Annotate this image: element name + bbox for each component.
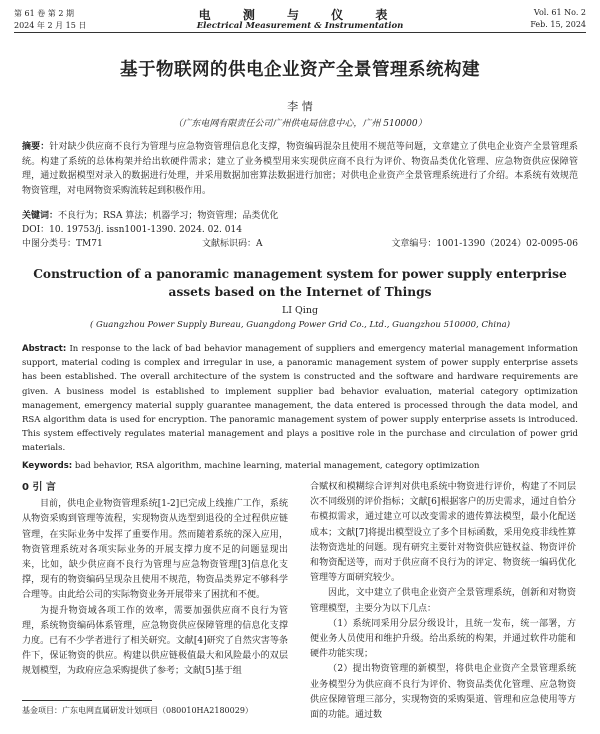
clc-number: 中图分类号：TM71 [22,239,103,249]
header-date-cn: 2024 年 2 月 15 日 [14,21,87,30]
chinese-abstract [22,140,578,198]
english-abstract-label: Abstract: [22,344,67,354]
doi: DOI：10. 19753/j. issn1001-1390. 2024. 02. 014 [22,225,242,235]
body-paragraph: 目前，供电企业物资管理系统[1-2]已完成上线推广工作，系统从物资采购到管理等流程，实现物资从选型到退役的全过程供应链管理，在实际业务中发挥了重要作用。然而随着系统的深入应用，物资管理系统对各项实际业务的开展支撑力度不足的问题显现出来，比如，缺少供应商不良行为管理与应急物资管理[3]信息化支撑，现有的物资编码呈现杂且使用不规范，物资品类界定不够科学合理等。由此给公司的实际物资业务开展带来了困扰和不便。 [22,499,288,601]
body-paragraph: 合赋权和模糊综合评判对供电系统中物资进行评价，构建了不同层次不同级别的评价指标；文献[6]根据客户的历史需求，通过自恰分布模拟需求，通过建立可以改变需求的遗传算法模型，最小化配送成本；文献[7]将提出模型设立了多个目标函数，采用免疫非线性算法物资选址的问题。现有研究主要针对物资供应链权益、物资评价和物资配送等，而对于供应商不良行为的评定、物资统一编码优化管理等方面研究较少。 [310,482,576,584]
chinese-author: 李 情 [287,100,313,113]
header-journal-en: Electrical Measurement & Instrumentation [196,21,404,31]
header-volume-en: Vol. 61 No. 2 [533,8,586,17]
chinese-affiliation: （广东电网有限责任公司广州供电局信息中心，广州 510000） [173,119,427,129]
english-affiliation: ( Guangzhou Power Supply Bureau, Guangdong Power Grid Co., Ltd., Guangzhou 510000, China) [89,320,511,330]
english-keywords-label: Keywords: [22,461,73,471]
body-right-column [310,480,576,723]
english-keywords-text: bad behavior, RSA algorithm, machine learning, material management, category optimization [74,461,480,471]
header-journal-cn: 电 测 与 仪 表 [198,8,402,22]
english-author: LI Qing [281,305,319,316]
section-heading: 0 引 言 [22,482,56,493]
chinese-keywords-label: 关键词： [22,211,59,221]
chinese-keywords [22,208,578,221]
english-abstract [22,342,578,456]
chinese-title: 基于物联网的供电企业资产全景管理系统构建 [120,60,480,80]
chinese-abstract-text: 针对缺少供应商不良行为管理与应急物资管理信息化支撑，物资编码混杂且使用不规范等问题，文章建立了供电企业资产全景管理系统。构建了系统的总体构架并给出软硬件需求；建立了业务模型用来实现供应商不良行为评价、物资品类优化管理、应急物资供应保障管理，通过数据模型对录入的数据进行处理，并采用数据加密算法数据进行加密；对供电企业资产全景管理系统进行了介绍。本系统有效规范物资管理，对电网物资采购流转起到积极作用。 [22,142,578,196]
body-paragraph: 为提升物资域各项工作的效率，需要加强供应商不良行为管理，系统物资编码体系管理，应急物资供应保障管理的信息化支撑力度。已有不少学者进行了相关研究。文献[4]研究了自然灾害等条件下，保证物资的供应。构建以供应链极值最大和风险最小的双层规划模型，为政府应急采购提供了参考；文献[5]基于组 [22,605,288,677]
body-left-column [22,480,288,680]
classification-row [22,236,578,250]
chinese-abstract-label: 摘要： [22,142,50,152]
english-abstract-text: In response to the lack of bad behavior management of suppliers and emergency material management information support, material coding is complex and irregular in use, a panoramic management system of power supply enterprise assets has been established. The overall architecture of the system is constructed and the software and hardware requirements are given. A business model is established to implement supplier bad behavior evaluation, material category optimization management, emergency material supply guarantee management, the data entered is processed through the data model, and RSA algorithm data is used for encryption. The panoramic management system of power supply enterprise assets is introduced. This system effectively regulates material management and plays a positive role in the purchase and circulation of power grid materials. [22,344,578,454]
document-code: 文献标识码：A [202,239,263,249]
english-title: Construction of a panoramic management system for power supply enterprise assets based on the Internet of Things [33,267,567,299]
body-paragraph: （1）系统同采用分层分级设计，且统一发布，统一部署，方便业务人员使用和维护升级。给出系统的构架，并通过软件功能和硬件功能实现； [310,618,576,660]
english-keywords [22,461,578,471]
funding-footnote: 基金项目：广东电网直属研发计划项目（080010HA2180029） [22,706,253,715]
article-number: 文章编号：1001-1390（2024）02-0095-06 [391,239,578,249]
body-paragraph: （2）提出物资管理的新模型，将供电企业资产全景管理系统业务模型分为供应商不良行为评价、物资品类优化管理、应急物资供应保障管理三部分，实现物资的采购渠道、管理和应急使用等方面的功能。通过数 [310,664,576,721]
header-date-en: Feb. 15, 2024 [530,20,586,29]
footnote-rule [22,700,152,701]
body-paragraph: 因此，文中建立了供电企业资产全景管理系统，创新和对物资管理模型，主要分为以下几点： [310,588,576,614]
header-rule [14,32,586,33]
header-volume: 第 61 卷 第 2 期 [14,9,74,18]
chinese-keywords-text: 不良行为；RSA 算法；机器学习；物资管理；品类优化 [58,211,279,221]
